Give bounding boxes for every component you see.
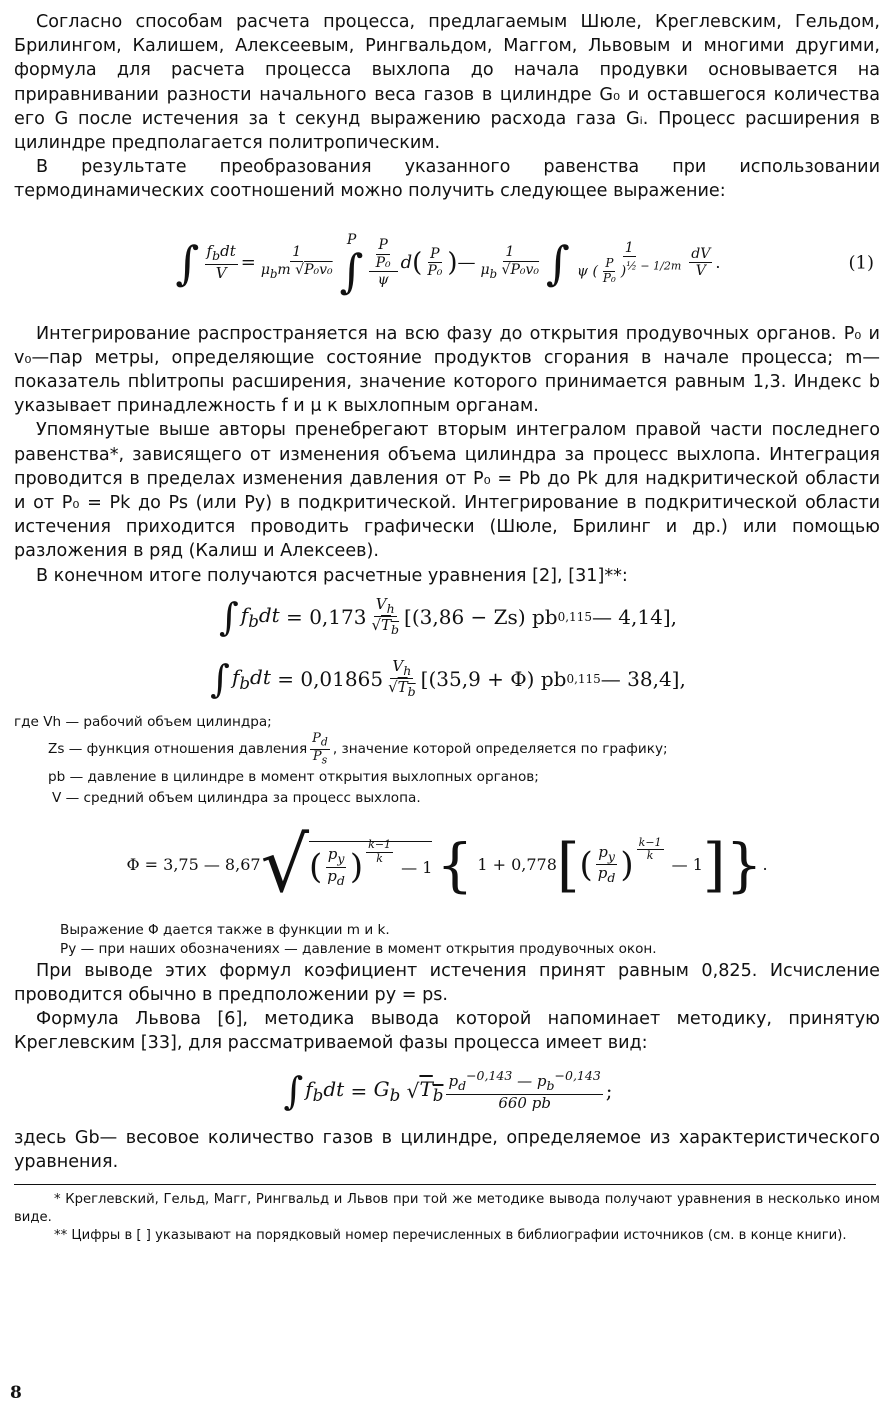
paragraph-3: Интегрирование распространяется на всю фазу до открытия продувочных органов. P₀ и v₀—пар метры, определяющие состояние продуктов сгорания в начале процесса; m—показатель пblитропы расширения, значение которого принимается равным 1,3. Индекс b указывает принадлежность f и μ к выхлопным органам. [14,323,880,417]
footnote-1: * Креглевский, Гельд, Магг, Рингвальд и Львов при той же методике вывода получают уравнения в несколько ином виде. [14,1192,880,1226]
equation-3-bracket: [(35,9 + Φ) pb [420,666,567,691]
paragraph-4: Упомянутые выше авторы пренебрегают вторым интегралом правой части последнего равенства*, зависящего от изменения объема цилиндра за процесс выхлопа. Интеграция проводится в пределах изменения давления от P₀ = Pb до Pk для надкритической области и от P₀ = Pk до Ps (или Py) в подкритической. Интегрирование в подкритической области истечения приходится проводить графически (Шюле, Брилинг и др.) или помощью разложения в ряд (Калиш и Алексеев). [14,420,880,562]
zs-definition-b: , значение которой определяется по графику; [332,741,668,758]
paragraph-5: В конечном итоге получаются расчетные уравнения [2], [31]**: [36,565,628,586]
phi-note: Выражение Φ дается также в функции m и k. [60,921,390,938]
paragraph-1: Согласно способам расчета процесса, предлагаемым Шюле, Креглевским, Гельдом, Брилингом, Калишем, Алексеевым, Рингвальдом, Маггом, Львовым и многими другими, формула для расчета процесса выхлопа до начала продувки основывается на приравнивании разности начального веса газов в цилиндре G₀ и оставшегося количества его G после истечения за t секунд выражению расхода газа Gᵢ. Процесс расширения в цилиндре предполагается политропическим. [14,12,880,154]
vh-symbol: Vh — [43,713,80,730]
lvov-exp-1: −0,143 [466,1068,513,1084]
zs-definition-a: функция отношения давления [86,741,308,758]
lvov-exp-2: −0,143 [554,1068,601,1084]
page-body [14,10,880,1245]
phi-equation: Φ = 3,75 — 8,67 √ ( $\frac{p_y}{p_d}$ ) $^{\frac{k-1}{k}}$ — 1 { 1 + 0,778 [ ( $\frac{p_y}{p_d}$ ) $^{\frac{k-1}{k}}$ — 1 ] } . [126,819,768,909]
v-definition: средний объем цилиндра за процесс выхлопа. [83,789,421,806]
zs-symbol: Zs — [48,741,83,758]
equation-1-number: (1) [848,252,874,274]
equation-2-exp: 0,115 [557,609,592,624]
paragraph-7: Формула Львова [6], методика вывода которой напоминает методику, принятую Креглевским [33], для рассматриваемой фазы процесса имеет вид: [14,1009,880,1054]
equation-3-coef: 0,01865 [300,666,384,691]
equation-3-tail: — 38,4], [600,666,686,691]
footnote-divider [14,1184,876,1185]
phi-notes [14,921,880,959]
equation-2-tail: — 4,14], [591,604,678,629]
phi-lhs: Φ = 3,75 — 8,67 [126,855,261,875]
paragraph-8: здесь Gb— весовое количество газов в цилиндре, определяемое из характеристического уравнения. [14,1127,880,1172]
equation-1: ∫ $\frac{f_bdt}{V}$ = $\frac{1}{\mu_bm √P_0v_0}$ P ∫ $\frac{\frac{P}{\text{P₀}}}{\psi}$ d ( $\frac{P}{\text{P₀}}$ ) — $\frac{1}{\mu_b √P_0v_0}$ ∫ 1 ψ ( $\frac{P}{\text{P₀}}$ )$^{\frac{1}{2} - 1/2m}$ $\frac{dV}{V}$ . (1) [175,231,874,298]
page-number: 8 [10,1383,22,1403]
paragraph-6: При выводе этих формул коэфициент истечения принят равным 0,825. Исчисление проводится обычно в предположении py = ps. [14,960,880,1006]
v-symbol: V — [52,789,80,806]
pb-symbol: pb — [48,768,84,785]
pb-definition: давление в цилиндре в момент открытия выхлопных органов; [87,768,539,785]
equation-2-bracket: [(3,86 − Zs) pb [404,604,558,629]
lvov-denominator: 660 pb [498,1093,551,1112]
equation-2: ∫ $f_bdt$ = 0,173 $\frac{V_h}{√T_b}$ [(3,86 − Zs) pb 0,115 — 4,14], [218,594,678,639]
py-note: Py — при наших обозначениях — давление в момент открытия продувочных окон. [60,940,657,957]
equation-2-coef: 0,173 [309,604,367,629]
equation-3: ∫ $f_bdt$ = 0,01865 $\frac{V_h}{√T_b}$ [(35,9 + Φ) pb 0,115 — 38,4], [210,656,686,701]
lvov-equation: ∫ $f_bdt$ = $G_b$ √ $T_b$ $\frac{p_d^{-0,143} — p_b^{-0,143}}{660 pb}$ ; [283,1068,613,1113]
paragraph-2: В результате преобразования указанного равенства при использовании термодинамических соотношений можно получить следующее выражение: [14,157,880,202]
vh-definition: рабочий объем цилиндра; [83,713,272,730]
footnote-2: ** Цифры в [ ] указывают на порядковый номер перечисленных в библиографии источников (см. в конце книги). [54,1228,847,1244]
definition-list: где Vh — рабочий объем цилиндра; Zs — функция отношения давления $\frac{P_d}{P_s}$ , значение которой определяется по графику; pb — давление в цилиндре в момент открытия выхлопных органов; V — средний объем цилиндра за процесс выхлопа. [14,713,668,806]
where-intro: где [14,713,39,730]
equation-3-exp: 0,115 [566,671,601,686]
phi-coef: 1 + 0,778 [477,855,557,875]
